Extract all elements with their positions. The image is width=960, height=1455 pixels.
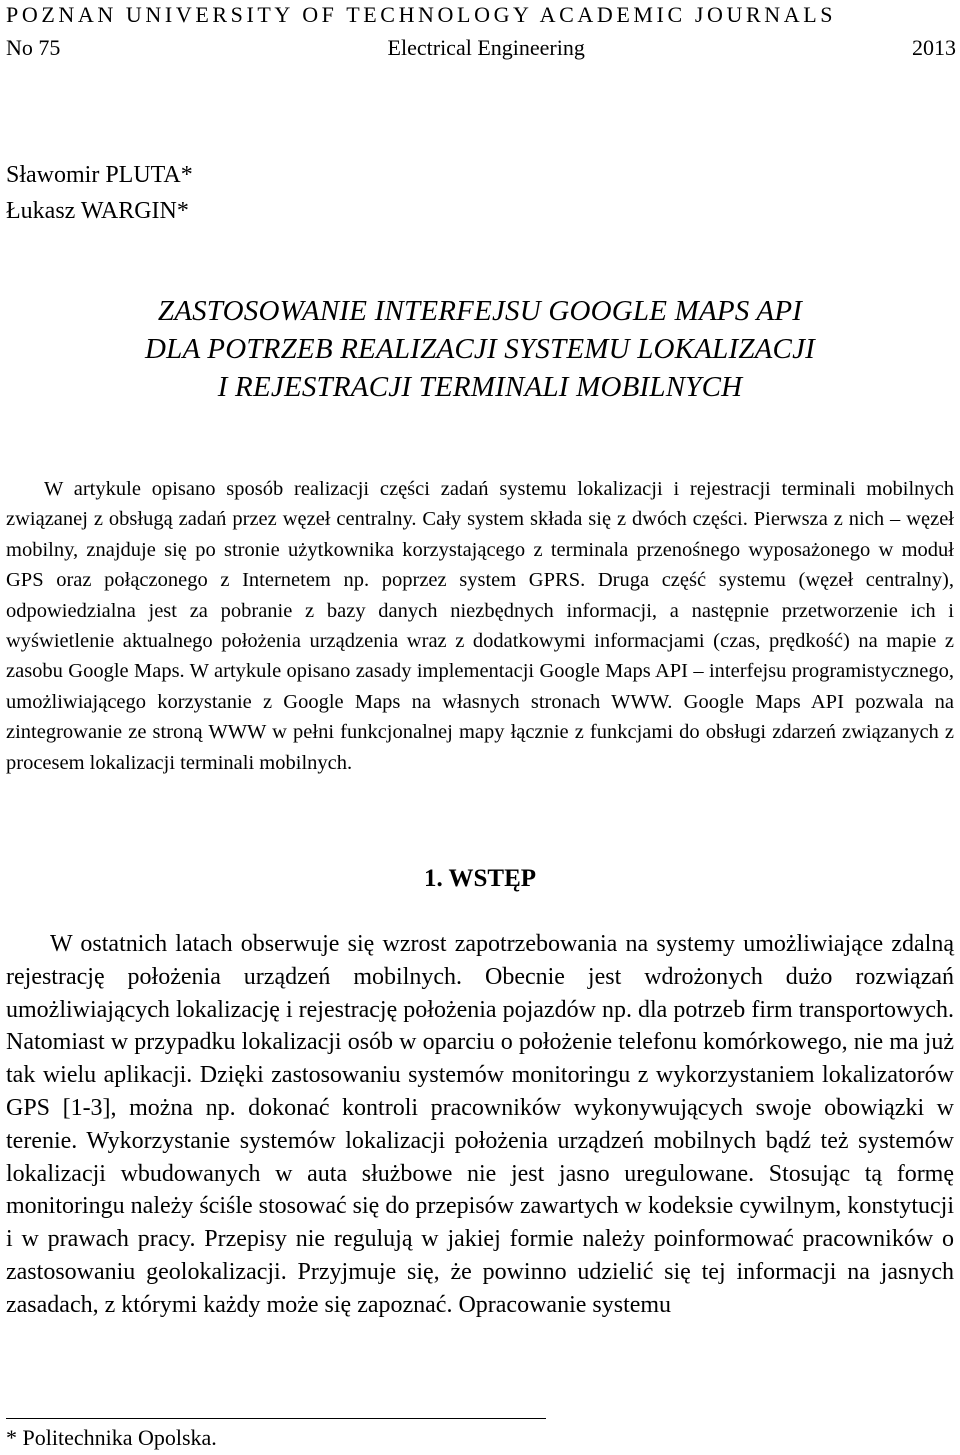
issue-number: No 75	[6, 35, 61, 60]
section-body-paragraph: W ostatnich latach obserwuje się wzrost zapotrzebowania na systemy umożliwiające zdalną rejestrację położenia urządzeń mobilnych. Obecnie jest wdrożonych dużo rozwiązań umożliwiających lokalizację i rejestrację położenia pojazdów np. dla potrzeb firm transportowych. Natomiast w przypadku lokalizacji osób w oparciu o położenie telefonu komórkowego, nie ma już tak wielu aplikacji. Dzięki zastosowaniu systemów monitoringu z wykorzystaniem lokalizatorów GPS [1-3], można np. dokonać kontroli pracowników wykonywujących swoje obowiązki w terenie. Wykorzystanie systemów lokalizacji położenia urządzeń mobilnych bądź też systemów lokalizacji wbudowanych w auta służbowe nie jest jasno uregulowane. Stosując tą formę monitoringu należy ściśle stosować się do przepisów zawartych w kodeksie cywilnym, konstytucji i w prawach pracy. Przepisy nie regulują w jakiej formie należy poinformować pracowników o zastosowaniu geolokalizacji. Przyjmuje się, że powinno udzielić się tej informacji na jasnych zasadach, z którymi każdy może się zapoznać. Opracowanie systemu	[6, 931, 954, 1318]
issue-line	[6, 34, 956, 62]
author-list	[6, 157, 193, 229]
journal-field: Electrical Engineering	[387, 35, 585, 60]
issue-year: 2013	[912, 35, 956, 60]
footnote-divider	[6, 1418, 546, 1419]
section-heading: 1. WSTĘP	[423, 865, 537, 892]
author-name: Łukasz WARGIN*	[6, 198, 189, 224]
author-name: Sławomir PLUTA*	[6, 162, 193, 188]
abstract-paragraph: W artykule opisano sposób realizacji części zadań systemu lokalizacji i rejestracji terminali mobilnych związanej z obsługą zadań przez węzeł centralny. Cały system składa się z dwóch części. Pierwsza z nich – węzeł mobilny, znajduje się po stronie użytkownika korzystającego z terminala przenośnego wyposażonego w moduł GPS oraz połączonego z Internetem np. poprzez system GPRS. Druga część systemu (węzeł centralny), odpowiedzialna jest za pobranie z bazy danych niezbędnych informacji, a następnie przetworzenie ich i wyświetlenie aktualnego położenia urządzenia wraz z dodatkowymi informacjami (czas, prędkość) na mapie z zasobu Google Maps. W artykule opisano zasady implementacji Google Maps API – interfejsu programistycznego, umożliwiającego korzystanie z Google Maps na własnych stronach WWW. Google Maps API pozwala na zintegrowanie ze stroną WWW w pełni funkcjonalnej mapy łącznie z funkcjami do obsługi zdarzeń związanych z procesem lokalizacji terminali mobilnych.	[6, 478, 954, 774]
paper-title	[0, 292, 960, 406]
title-line: I REJESTRACJI TERMINALI MOBILNYCH	[217, 371, 743, 403]
title-line: ZASTOSOWANIE INTERFEJSU GOOGLE MAPS API	[157, 295, 803, 327]
journal-name: POZNAN UNIVERSITY OF TECHNOLOGY ACADEMIC JOURNALS	[6, 2, 837, 27]
affiliation-footnote: * Politechnika Opolska.	[6, 1425, 217, 1450]
title-line: DLA POTRZEB REALIZACJI SYSTEMU LOKALIZACJI	[144, 333, 816, 365]
